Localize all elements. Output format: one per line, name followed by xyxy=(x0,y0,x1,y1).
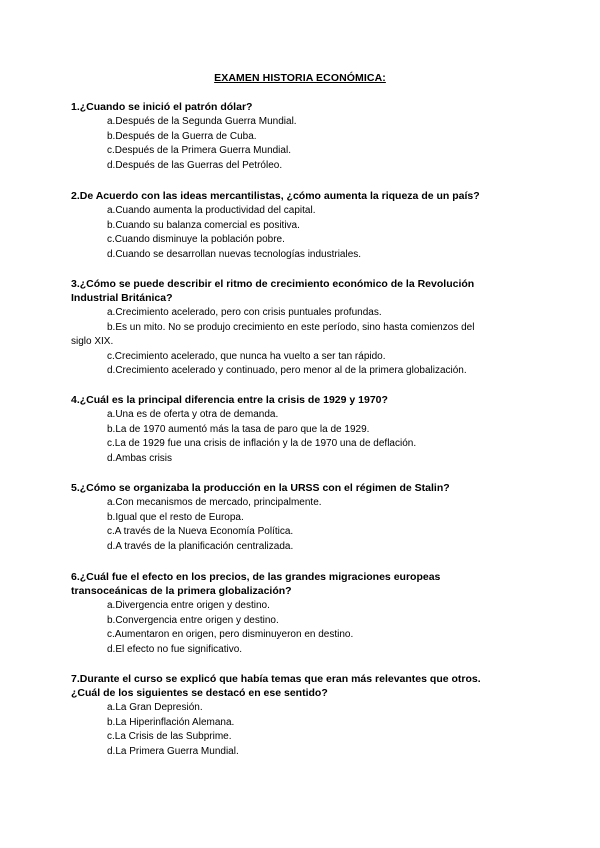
question-2-text: 2.De Acuerdo con las ideas mercantilistas, ¿cómo aumenta la riqueza de un país? xyxy=(71,190,480,202)
question-5-option-a: a.Con mecanismos de mercado, principalmente. xyxy=(107,497,322,508)
question-2 xyxy=(71,189,521,262)
question-5-option-d: d.A través de la planificación centralizada. xyxy=(107,540,294,552)
question-3-text xyxy=(71,277,521,305)
question-6 xyxy=(71,570,521,657)
question-5-text: 5.¿Cómo se organizaba la producción en la URSS con el régimen de Stalin? xyxy=(71,482,450,494)
question-3-option-c: c.Crecimiento acelerado, que nunca ha vuelto a ser tan rápido. xyxy=(107,350,386,362)
question-7-text-line1: 7.Durante el curso se explicó que había temas que eran más relevantes que otros. xyxy=(71,673,481,685)
question-6-option-a: a.Divergencia entre origen y destino. xyxy=(107,600,270,611)
question-3-option-b-text: b.Es un mito. No se produjo crecimiento en este período, sino hasta comienzos del xyxy=(107,321,475,333)
question-3-options xyxy=(71,306,521,379)
question-4-option-c: c.La de 1929 fue una crisis de inflación y la de 1970 una de deflación. xyxy=(107,438,417,450)
question-2-option-d: d.Cuando se desarrollan nuevas tecnologías industriales. xyxy=(107,248,362,260)
question-4-option-b: b.La de 1970 aumentó más la tasa de paro que la de 1929. xyxy=(107,423,370,435)
question-5-options xyxy=(71,496,521,554)
question-7 xyxy=(71,672,531,759)
question-6-option-d: d.El efecto no fue significativo. xyxy=(107,643,243,655)
question-7-options xyxy=(71,701,531,759)
question-3-option-b xyxy=(71,321,521,336)
question-6-options xyxy=(71,599,521,657)
question-6-text xyxy=(71,570,521,598)
question-7-text-line2: ¿Cuál de los siguientes se destacó en ese sentido? xyxy=(71,687,328,699)
question-4-text: 4.¿Cuál es la principal diferencia entre la crisis de 1929 y 1970? xyxy=(71,394,388,406)
question-2-options xyxy=(71,204,521,262)
question-7-option-b: b.La Hiperinflación Alemana. xyxy=(107,716,235,728)
question-3-option-a: a.Crecimiento acelerado, pero con crisis puntuales profundas. xyxy=(107,307,382,318)
question-2-option-c: c.Cuando disminuye la población pobre. xyxy=(107,234,285,246)
question-2-option-b: b.Cuando su balanza comercial es positiva. xyxy=(107,219,300,231)
question-7-option-c: c.La Crisis de las Subprime. xyxy=(107,731,232,743)
question-6-text-line1: 6.¿Cuál fue el efecto en los precios, de las grandes migraciones europeas xyxy=(71,571,441,583)
question-4-option-d: d.Ambas crisis xyxy=(107,452,173,464)
question-3-option-b-continuation: siglo XIX. xyxy=(71,336,114,348)
question-4-option-a: a.Una es de oferta y otra de demanda. xyxy=(107,409,279,420)
question-1 xyxy=(71,100,521,173)
question-7-text xyxy=(71,672,531,700)
question-7-option-d: d.La Primera Guerra Mundial. xyxy=(107,745,239,757)
question-6-option-b: b.Convergencia entre origen y destino. xyxy=(107,614,279,626)
question-3 xyxy=(71,277,521,379)
question-1-options xyxy=(71,115,521,173)
question-3-option-d: d.Crecimiento acelerado y continuado, pero menor al de la primera globalización. xyxy=(107,365,467,377)
question-4 xyxy=(71,393,521,466)
exam-title: EXAMEN HISTORIA ECONÓMICA: xyxy=(214,72,386,84)
question-2-option-a: a.Cuando aumenta la productividad del capital. xyxy=(107,205,316,216)
question-7-option-a: a.La Gran Depresión. xyxy=(107,702,203,713)
question-6-option-c: c.Aumentaron en origen, pero disminuyeron en destino. xyxy=(107,629,354,641)
question-1-option-c: c.Después de la Primera Guerra Mundial. xyxy=(107,145,291,157)
question-1-text: 1.¿Cuando se inició el patrón dólar? xyxy=(71,101,253,113)
question-3-text-line1: 3.¿Cómo se puede describir el ritmo de crecimiento económico de la Revolución xyxy=(71,278,475,290)
question-4-options xyxy=(71,408,521,466)
question-1-option-b: b.Después de la Guerra de Cuba. xyxy=(107,130,257,142)
question-5-option-b: b.Igual que el resto de Europa. xyxy=(107,511,244,523)
question-1-option-a: a.Después de la Segunda Guerra Mundial. xyxy=(107,116,297,127)
question-5-option-c: c.A través de la Nueva Economía Política. xyxy=(107,526,294,538)
question-1-option-d: d.Después de las Guerras del Petróleo. xyxy=(107,159,283,171)
question-3-text-line2: Industrial Británica? xyxy=(71,292,173,304)
question-5 xyxy=(71,481,521,554)
question-6-text-line2: transoceánicas de la primera globalización? xyxy=(71,585,292,597)
